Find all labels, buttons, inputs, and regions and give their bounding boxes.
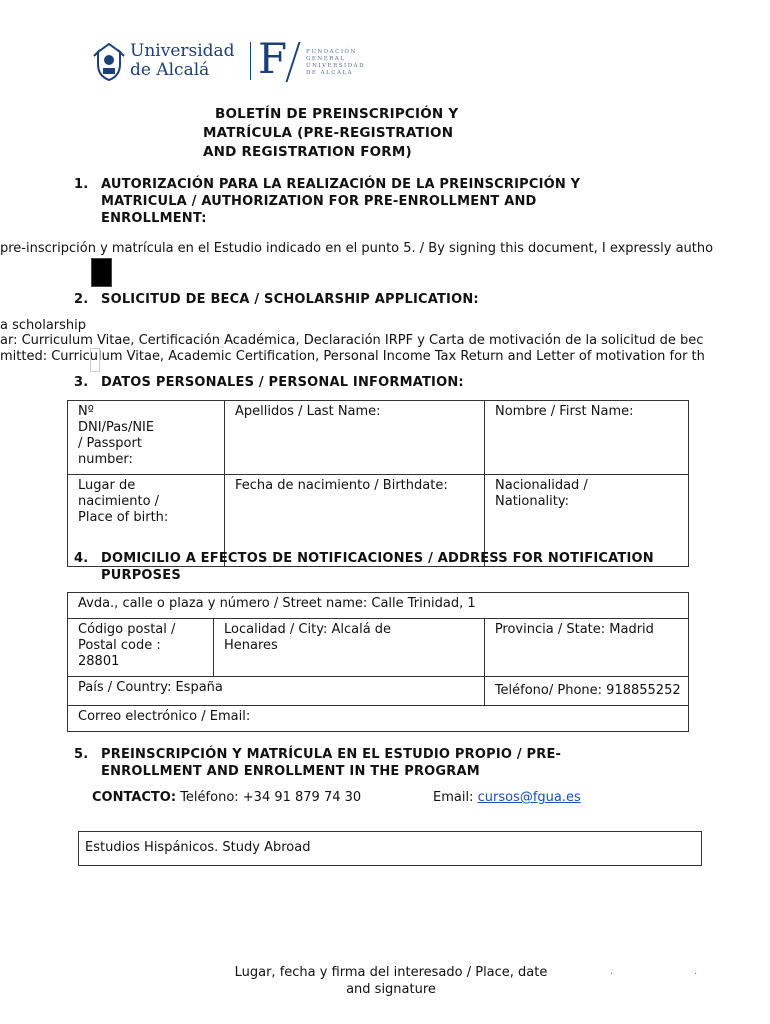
crest-icon bbox=[92, 42, 126, 82]
street-label: Avda., calle o plaza y número / Street name: Calle Trinidad, 1 bbox=[78, 596, 476, 611]
scholarship-docs-en: mitted: Curriculum Vitae, Academic Certification, Personal Income Tax Return and Letter of motivation for th bbox=[0, 349, 705, 364]
postal-label-line-2: Postal code : bbox=[78, 638, 161, 653]
scholarship-checkbox[interactable] bbox=[90, 348, 100, 372]
section-5-heading bbox=[74, 746, 714, 780]
title-line-1: BOLETÍN DE PREINSCRIPCIÓN Y bbox=[215, 106, 459, 122]
postal-label-line-1: Código postal / bbox=[78, 622, 176, 637]
foundation-line-1: FUNDACIÓN bbox=[306, 49, 357, 55]
first-name-label: Nombre / First Name: bbox=[495, 404, 634, 419]
contact-phone: Teléfono: +34 91 879 74 30 bbox=[180, 790, 362, 805]
program-field[interactable] bbox=[78, 831, 702, 866]
section-1-heading-line-3: ENROLLMENT: bbox=[101, 211, 207, 226]
program-name: Estudios Hispánicos. Study Abroad bbox=[85, 840, 311, 855]
university-logo bbox=[92, 40, 242, 84]
email-label: Correo electrónico / Email: bbox=[78, 709, 251, 724]
signature-block bbox=[216, 964, 566, 998]
signature-label-line-1: Lugar, fecha y firma del interesado / Place, date bbox=[234, 965, 548, 980]
section-5-number: 5. bbox=[74, 747, 89, 762]
birthdate-label: Fecha de nacimiento / Birthdate: bbox=[235, 478, 448, 493]
postal-code-field[interactable] bbox=[68, 619, 214, 677]
postal-value: 28801 bbox=[78, 654, 120, 669]
signature-dot-left: . bbox=[610, 966, 614, 977]
section-4-heading bbox=[74, 550, 734, 584]
foundation-letter: F bbox=[258, 34, 288, 83]
section-5-heading-line-2: ENROLLMENT AND ENROLLMENT IN THE PROGRAM bbox=[101, 764, 480, 779]
city-field[interactable] bbox=[214, 619, 485, 677]
foundation-logo bbox=[258, 34, 378, 84]
section-4-heading-line-2: PURPOSES bbox=[101, 568, 181, 583]
authorization-text: pre-inscripción y matrícula en el Estudio indicado en el punto 5. / By signing this document, I expressly autho bbox=[0, 241, 714, 256]
contact-line bbox=[92, 789, 361, 806]
last-name-field[interactable] bbox=[225, 401, 485, 475]
section-3-number: 3. bbox=[74, 375, 89, 390]
city-label-line-1: Localidad / City: Alcalá de bbox=[224, 622, 392, 637]
id-number-field[interactable] bbox=[68, 401, 225, 475]
contact-email-line bbox=[433, 789, 581, 806]
personal-info-table bbox=[67, 400, 689, 567]
section-4-number: 4. bbox=[74, 551, 89, 566]
id-label-line-2: DNI/Pas/NIE bbox=[78, 420, 155, 435]
nationality-label-line-1: Nacionalidad / bbox=[495, 478, 588, 493]
section-1-heading bbox=[74, 176, 714, 227]
last-name-label: Apellidos / Last Name: bbox=[235, 404, 381, 419]
section-3-heading-text: DATOS PERSONALES / PERSONAL INFORMATION: bbox=[101, 375, 464, 390]
section-1-heading-line-2: MATRICULA / AUTHORIZATION FOR PRE-ENROLLMENT AND bbox=[101, 194, 537, 209]
signature-dot-right: . bbox=[694, 966, 698, 977]
page-title bbox=[203, 105, 533, 162]
section-1-number: 1. bbox=[74, 177, 89, 192]
section-5-heading-line-1: PREINSCRIPCIÓN Y MATRÍCULA EN EL ESTUDIO PROPIO / PRE- bbox=[101, 747, 562, 762]
section-1-heading-line-1: AUTORIZACIÓN PARA LA REALIZACIÓN DE LA PREINSCRIPCIÓN Y bbox=[101, 177, 581, 192]
birth-place-label-line-2: nacimiento / bbox=[78, 494, 160, 509]
province-field[interactable] bbox=[484, 619, 688, 677]
first-name-field[interactable] bbox=[485, 401, 689, 475]
street-field[interactable] bbox=[68, 593, 689, 619]
id-label-line-3: / Passport bbox=[78, 436, 142, 451]
foundation-line-3: UNIVERSIDAD bbox=[306, 63, 365, 69]
section-2-heading bbox=[74, 291, 714, 308]
phone-label: Teléfono/ Phone: 918855252 bbox=[494, 683, 681, 698]
section-2-heading-text: SOLICITUD DE BECA / SCHOLARSHIP APPLICATION: bbox=[101, 292, 479, 307]
email-field[interactable] bbox=[68, 706, 689, 732]
birth-place-label-line-1: Lugar de bbox=[78, 478, 136, 493]
contact-label: CONTACTO: bbox=[92, 790, 177, 805]
country-field[interactable] bbox=[68, 677, 485, 706]
foundation-line-4: DE ALCALÁ bbox=[306, 70, 354, 76]
id-label-line-1: Nº bbox=[78, 404, 94, 419]
foundation-line-2: GENERAL bbox=[306, 56, 346, 62]
address-table bbox=[67, 592, 689, 732]
foundation-slash bbox=[286, 42, 301, 82]
title-line-3: AND REGISTRATION FORM) bbox=[203, 144, 412, 160]
phone-field[interactable] bbox=[484, 677, 688, 706]
contact-email-label: Email: bbox=[433, 790, 474, 805]
university-name-line-1: Universidad bbox=[130, 41, 235, 61]
section-4-heading-line-1: DOMICILIO A EFECTOS DE NOTIFICACIONES / ADDRESS FOR NOTIFICATION bbox=[101, 551, 654, 566]
scholarship-option: a scholarship bbox=[0, 318, 87, 333]
authorization-checkbox[interactable] bbox=[91, 258, 112, 287]
section-3-heading bbox=[74, 374, 714, 391]
logo-divider bbox=[250, 42, 251, 80]
contact-email-link[interactable]: cursos@fgua.es bbox=[477, 790, 581, 805]
title-line-2: MATRÍCULA (PRE-REGISTRATION bbox=[203, 125, 454, 141]
signature-label-line-2: and signature bbox=[346, 982, 436, 997]
section-2-number: 2. bbox=[74, 292, 89, 307]
city-label-line-2: Henares bbox=[224, 638, 278, 653]
country-label: País / Country: España bbox=[78, 680, 223, 695]
nationality-label-line-2: Nationality: bbox=[495, 494, 570, 509]
scholarship-docs-es: ar: Curriculum Vitae, Certificación Académica, Declaración IRPF y Carta de motivación de la solicitud de bec bbox=[0, 333, 704, 348]
id-label-line-4: number: bbox=[78, 452, 133, 467]
province-label: Provincia / State: Madrid bbox=[494, 622, 654, 637]
university-name-line-2: de Alcalá bbox=[130, 60, 210, 80]
birth-place-label-line-3: Place of birth: bbox=[78, 510, 169, 525]
